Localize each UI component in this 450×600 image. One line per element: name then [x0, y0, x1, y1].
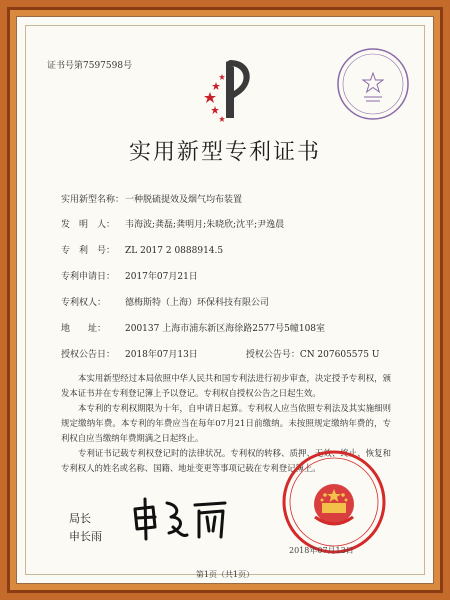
field-label: 实用新型名称： [61, 195, 125, 205]
field-address [61, 321, 325, 334]
director-name: 申长雨 [69, 530, 102, 543]
page-footer: 第1页（共1页） [195, 570, 255, 579]
field-value: ZL 2017 2 0888914.5 [125, 246, 224, 256]
field-grant-date [61, 347, 379, 360]
field-value: 德梅斯特（上海）环保科技有限公司 [125, 298, 270, 308]
field-value: 200137 上海市浦东新区海徐路2577号5幢108室 [125, 324, 326, 334]
field-label: 地 址： [61, 324, 107, 334]
director-signature [125, 487, 235, 547]
certificate-title: 实用新型专利证书 [128, 140, 321, 165]
body-paragraph: 本专利的专利权期限为十年，自申请日起算。专利权人应当依照专利法及其实施细则规定缴纳年费。本专利的年费应当在每年07月21日前缴纳。未按照规定缴纳年费的，专利权自应当缴纳年费期满之日起终止。 [61, 403, 391, 443]
field-value: 韦海波;龚磊;龚明月;朱晓欣;沈平;尹逸晨 [125, 220, 285, 230]
field-label: 专利权人： [61, 298, 107, 308]
field-publication-number: 授权公告号：CN 207605575 U [245, 350, 380, 360]
office-stamp [334, 45, 412, 123]
field-value: 2017年07月21日 [125, 272, 198, 282]
field-value: 一种脱硫提效及烟气均布装置 [125, 195, 243, 205]
field-label: 专 利 号： [61, 246, 116, 256]
field-inventors [61, 217, 284, 230]
field-patent-number [61, 243, 223, 256]
official-seal [279, 447, 389, 557]
body-paragraph: 专利证书记载专利权登记时的法律状况。专利权的转移、质押、无效、终止、恢复和专利权人的姓名或名称、国籍、地址变更等事项记载在专利登记簿上。 [61, 448, 391, 473]
field-label: 发 明 人： [61, 220, 116, 230]
director-title: 局长 [69, 512, 91, 525]
certificate-paper [16, 16, 434, 584]
patent-office-logo-icon [200, 52, 260, 127]
field-value: 2018年07月13日 [125, 350, 198, 360]
seal-date: 2018年07月13日 [289, 546, 354, 555]
certificate-number: 证书号第7597598号 [47, 61, 133, 71]
field-utility-model-name [61, 192, 242, 205]
field-patentee [61, 295, 269, 308]
field-application-date [61, 269, 198, 282]
field-label: 专利申请日： [61, 272, 116, 282]
body-paragraph: 本实用新型经过本局依照中华人民共和国专利法进行初步审查，决定授予专利权，颁发本证书并在专利登记簿上予以登记。专利权自授权公告之日起生效。 [61, 373, 391, 398]
field-label: 授权公告日： [61, 350, 116, 360]
